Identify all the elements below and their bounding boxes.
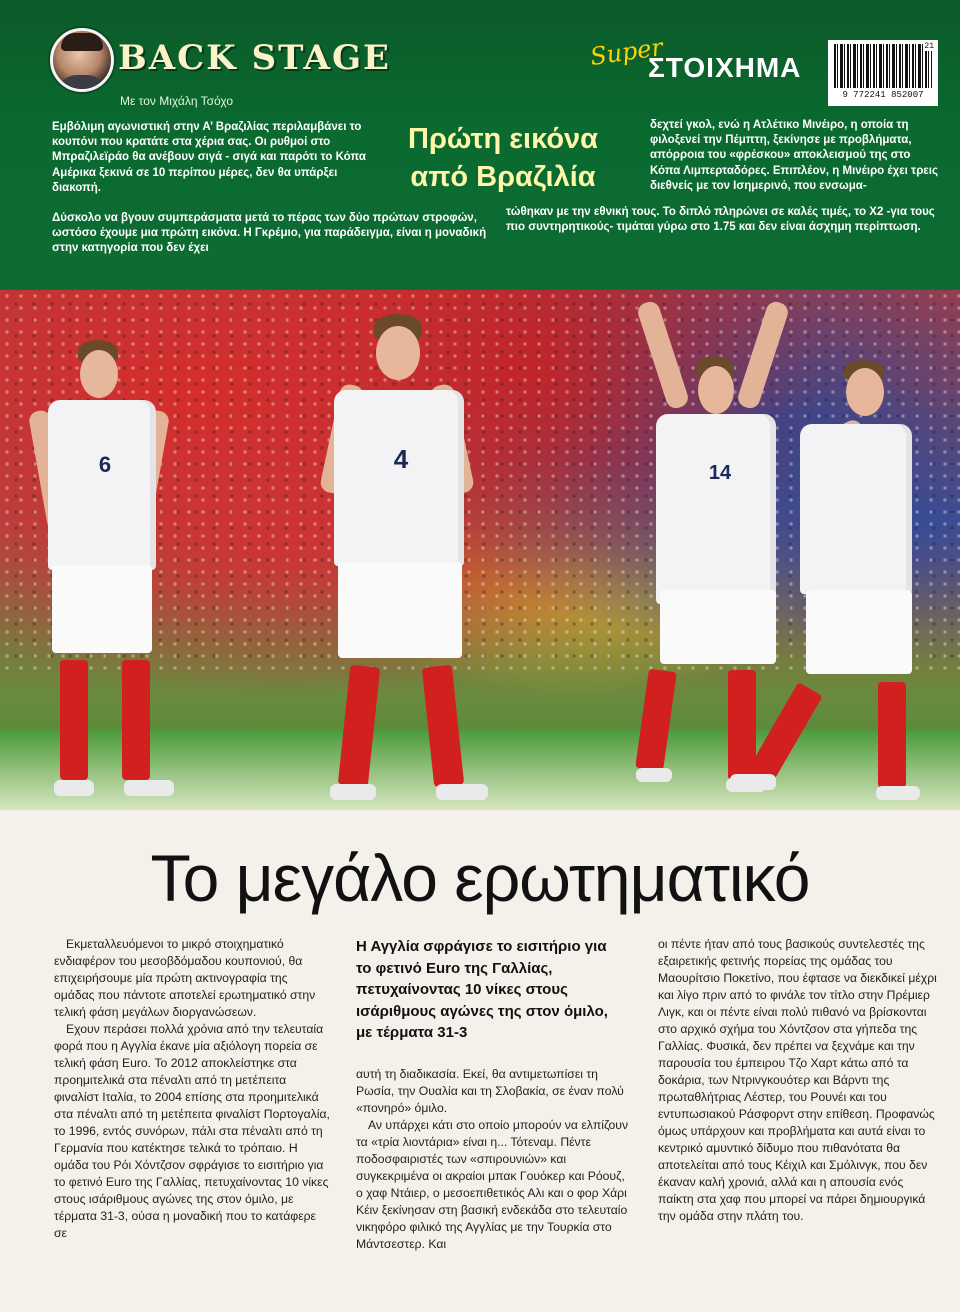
article-paragraph: Εκμεταλλευόμενοι το μικρό στοιχηματικό ενδιαφέρον του μεσοβδόμαδου κουπονιού, θα επιχειρήσουμε μία πρώτη ακτινογραφία της ομάδας που πάντοτε αποτελεί ερωτηματικό στην τελική φάση μεγάλων διοργανώσεων. xyxy=(54,937,316,1019)
player-head xyxy=(376,326,420,380)
player-sock xyxy=(122,660,150,780)
player-4 xyxy=(760,360,940,810)
player-sock xyxy=(422,665,464,787)
barcode-number: 9 772241 852007 xyxy=(842,90,924,100)
intro-column-1 xyxy=(52,120,368,196)
brand-main: ΣΤΟΙΧΗΜΑ xyxy=(648,52,802,83)
jersey-number: 14 xyxy=(708,462,732,484)
header-band xyxy=(0,0,960,290)
player-shorts xyxy=(660,590,776,664)
intro-headline: Πρώτη εικόνα από Βραζιλία xyxy=(408,123,598,193)
article-column-1 xyxy=(54,936,330,1242)
player-arm xyxy=(636,299,691,410)
article-paragraph: αυτή τη διαδικασία. Εκεί, θα αντιμετωπίσει τη Ρωσία, την Ουαλία και τη Σλοβακία, σε έναν πολύ «πονηρό» όμιλο. xyxy=(356,1067,624,1115)
team-photo xyxy=(0,290,960,810)
jersey-number: 4 xyxy=(393,444,409,474)
barcode-issue: 21 xyxy=(924,42,934,51)
player-boot xyxy=(636,768,672,782)
barcode xyxy=(828,40,938,106)
player-boot xyxy=(876,786,920,800)
player-head xyxy=(846,368,884,416)
column-author: Με τον Μιχάλη Τσόχο xyxy=(120,94,234,108)
intro-text-1-cont: Δύσκολο να βγουν συμπεράσματα μετά το πέρας των δύο πρώτων στροφών, ωστόσο έχουμε μια πρώτη εικόνα. Η Γκρέμιο, για παράδειγμα, είναι η μοναδική στην κατηγορία που δεν έχει xyxy=(52,212,487,255)
jersey-number: 6 xyxy=(98,452,112,477)
intro-column-1-continued xyxy=(52,211,492,257)
player-shorts xyxy=(806,590,912,674)
avatar-shoulders xyxy=(57,75,107,92)
player-boot xyxy=(124,780,174,796)
player-shorts xyxy=(52,565,152,653)
article-paragraph: οι πέντε ήταν από τους βασικούς συντελεστές της εξαιρετικής φετινής πορείας της ομάδας του Μαουρίτσιο Ποκετίνο, που έφτασε να διεκδικεί μέχρι και λίγο πριν από το φινάλε τον τίτλο στην Πρέμιερ Λιγκ, και οι πέντε είναι πολύ πιθανό να βρίσκονται στο αρχικό σχήμα του Χόντζσον στα γήπεδα της Γαλλίας. Φυσικά, δεν πρέπει να ξεχνάμε και την παρουσία του έμπειρου Τζο Χαρτ κάτω από τα δοκάρια, των Ντρινγκουότερ και Βάρντι της πρωταθλήτριας Λέστερ, του Ρουνέι και του εντυπωσιακού Ράσφορντ στην επίθεση. Προφανώς όμως υπάρχουν και προβλήματα και αυτά είναι το κεντρικό αμυντικό δίδυμο που πιθανότατα θα αποτελείται από τους Κέιχιλ και Σμόλινγκ, που δεν έκαναν καλή χρονιά, αλλά και η απουσία ενός παίκτη στα χαφ που μπορεί να πάρει δημιουργικά την ομάδα στην πλάτη του. xyxy=(658,937,937,1223)
article-column-2 xyxy=(356,1066,632,1253)
player-sock xyxy=(338,665,380,787)
player-boot xyxy=(730,774,776,790)
player-shirt xyxy=(334,390,464,566)
player-sock xyxy=(635,669,677,772)
player-shirt xyxy=(800,424,912,594)
player-boot xyxy=(330,784,376,800)
player-sock xyxy=(60,660,88,780)
intro-text-3-cont: τώθηκαν με την εθνική τους. Το διπλό πληρώνει σε καλές τιμές, το Χ2 -για τους πιο συντηρητικούς- τιμάται γύρω στο 1.75 και δεν είναι άσχημη περίπτωση. xyxy=(506,206,935,234)
article-paragraph: Εχουν περάσει πολλά χρόνια από την τελευταία φορά που η Αγγλία έκανε μία αξιόλογη πορεία σε τελική φάση Euro. Το 2012 αποκλείστηκε στα προημιτελικά στα πέναλτι από τη μετέπειτα φιναλίστ Ιταλία, το 2004 επίσης στα προημιτελικά στα πέναλτι από τη μετέπειτα φιναλίστ Πορτογαλία, το 1996, εντός συνόρων, πάλι στα πέναλτι από τη Γερμανία που κατέκτησε τελικά το τρόπαιο. Η ομάδα του Ρόι Χόντζσον σφράγισε το εισιτήριο για το φετινό Euro της Γαλλίας, πετυχαίνοντας 10 νίκες στους ισάριθμους αγώνες της στον όμιλο, με τέρματα 31-3, ούσα η μοναδική που το κατάφερε σε xyxy=(54,1022,330,1240)
column-title: BACK STAGE xyxy=(118,38,391,78)
avatar-hair xyxy=(61,33,103,51)
author-avatar xyxy=(50,28,114,92)
player-shirt xyxy=(656,414,776,604)
article-paragraph: Αν υπάρχει κάτι στο οποίο μπορούν να ελπίζουν τα «τρία λιοντάρια» είναι η... Τότεναμ. Πέντε ποδοσφαιριστές των «σπιρουνιών» και συγκεκριμένα οι ακραίοι μπακ Γουόκερ και Ρόουζ, ο χαφ Ντάιερ, ο μεσοεπιθετικός Αλι και ο φορ Χάρι Κέιν ξεκίνησαν στη βασική ενδεκάδα στο τελευταίο νικηφόρο φιλικό της Αγγλίας με την Τουρκία στο Μάντσεστερ. Και xyxy=(356,1118,629,1251)
player-shirt xyxy=(48,400,156,570)
player-2 xyxy=(300,314,500,810)
brand-super: Super xyxy=(588,33,665,71)
player-sock xyxy=(878,682,906,788)
barcode-bars xyxy=(834,44,932,88)
intro-column-3 xyxy=(650,118,942,194)
player-boot xyxy=(54,780,94,796)
intro-text-1: Εμβόλιμη αγωνιστική στην Α’ Βραζιλίας περιλαμβάνει το κουπόνι που κρατάτε στα χέρια σας. Οι ρυθμοί στο Μπραζιλεϊράο θα ανέβουν σιγά - σιγά και παρότι το Κόπα Αμέρικα ξεκινά σε 10 περίπου μέρες, δεν θα υπάρξει διακοπή. xyxy=(52,121,366,194)
player-1 xyxy=(30,340,180,810)
player-head xyxy=(698,366,734,414)
article-column-3 xyxy=(658,936,942,1225)
player-shorts xyxy=(338,562,462,658)
player-boot xyxy=(436,784,488,800)
intro-text-3: δεχτεί γκολ, ενώ η Ατλέτικο Μινέιρο, η οποία τη φιλοξενεί την Πέμπτη, ξεκίνησε με προβλήματα, απόρροια του «φρέσκου» αποκλεισμού της στο Κόπα Λιμπερταδόρες. Επιπλέον, η Μινέιρο έχει τρεις διεθνείς με τον Ισημερινό, που ενσωμα- xyxy=(650,119,938,192)
article-lead: Η Αγγλία σφράγισε το εισιτήριο για το φετινό Euro της Γαλλίας, πετυχαίνοντας 10 νίκες στους ισάριθμους αγώνες της στον όμιλο, με τέρματα 31-3 xyxy=(356,938,608,1041)
player-head xyxy=(80,350,118,398)
intro-column-3-continued xyxy=(506,205,942,235)
article-headline: Το μεγάλο ερωτηματικό xyxy=(150,841,810,915)
